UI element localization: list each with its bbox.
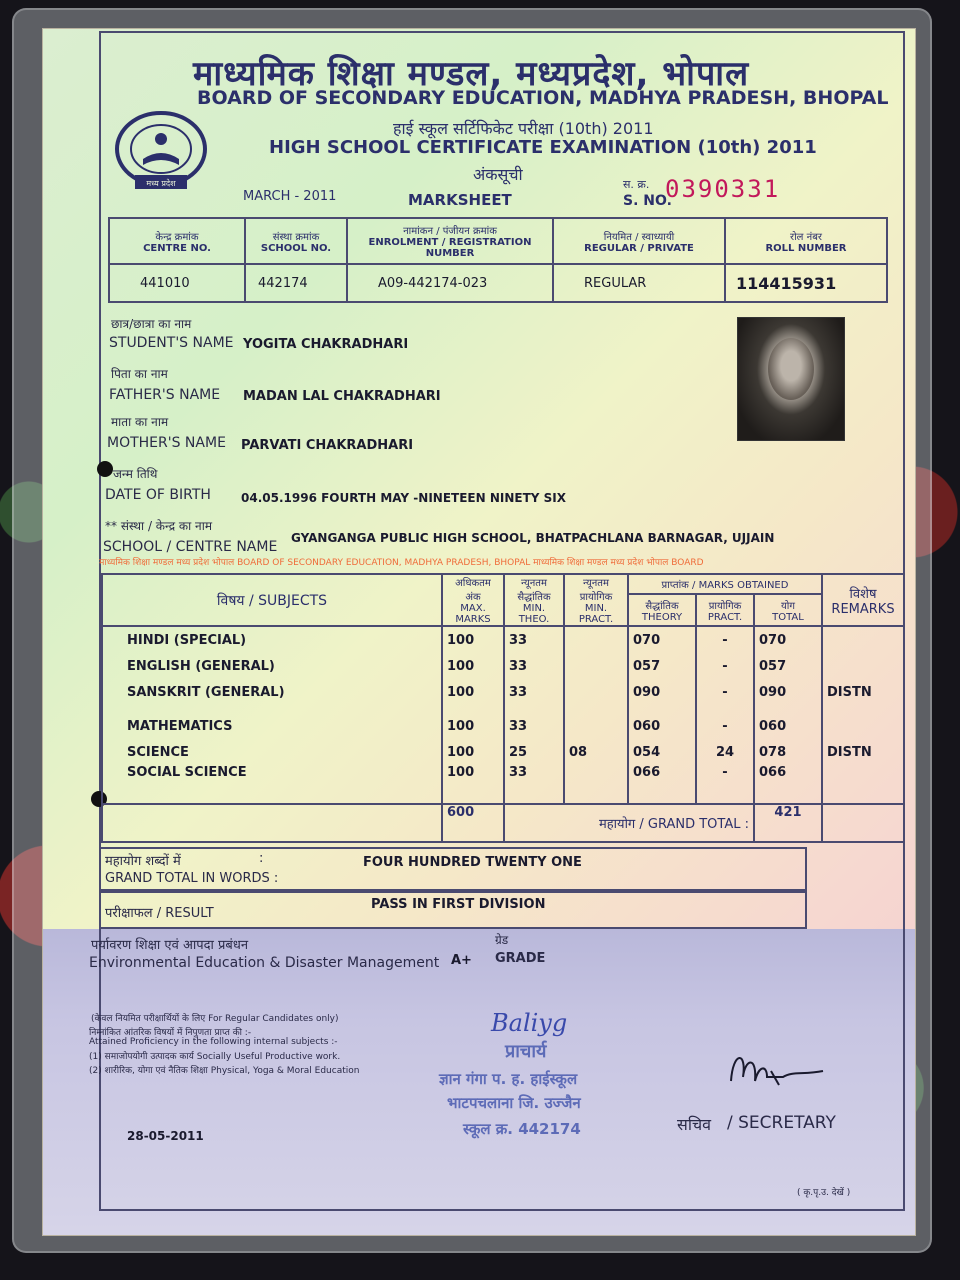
student-name: YOGITA CHAKRADHARI [243,337,409,352]
school-label-hindi: ** संस्था / केन्द्र का नाम [105,519,212,533]
min-practical [564,765,628,804]
min-theory-header: न्यूनतम सैद्धांतिक MIN. THEO. [504,574,564,626]
min-theory: 33 [504,679,564,705]
issue-date: 28-05-2011 [127,1129,204,1143]
subject-name: SANSKRIT (GENERAL) [102,679,442,705]
dob-label-hindi: जन्म तिथि [113,467,158,481]
principal-title: प्राचार्य [505,1041,547,1062]
min-theory: 33 [504,765,564,804]
student-name-label-hindi: छात्र/छात्रा का नाम [111,317,192,331]
min-theory: 33 [504,653,564,679]
mother-name-label-hindi: माता का नाम [111,415,169,429]
serial-label: S. NO. [623,193,672,209]
marksheet-hindi: अंकसूची [473,165,523,184]
grand-total-words: FOUR HUNDRED TWENTY ONE [363,855,582,870]
max-marks: 100 [442,739,504,765]
total-marks: 078 [754,739,822,765]
min-practical [564,653,628,679]
enrolment-value: A09-442174-023 [347,264,553,302]
table-row [102,653,904,679]
mother-name-label: MOTHER'S NAME [107,435,226,451]
practical-header: प्रायोगिक PRACT. [696,594,754,626]
theory-marks: 066 [628,765,696,804]
exam-title-english: HIGH SCHOOL CERTIFICATE EXAMINATION (10th) 2011 [269,137,817,158]
marksheet-label: MARKSHEET [408,191,512,209]
env-label-hindi: पर्यावरण शिक्षा एवं आपदा प्रबंधन [91,938,249,953]
theory-marks: 060 [628,705,696,739]
remarks-header: विशेष REMARKS [822,574,904,626]
dob-value: 04.05.1996 FOURTH MAY -NINETEEN NINETY SIX [241,491,566,505]
result-value: PASS IN FIRST DIVISION [371,897,546,912]
min-theory: 33 [504,626,564,653]
punch-hole-top [97,461,113,477]
total-marks: 070 [754,626,822,653]
env-grade-value: A+ [451,953,472,968]
principal-signature: Baliyg [491,1009,568,1037]
candidate-info-table [108,217,888,303]
marksheet-document [42,28,916,1236]
min-theory: 25 [504,739,564,765]
enrolment-header: नामांकन / पंजीयन क्रमांक ENROLMENT / REGISTRATION NUMBER [347,218,553,264]
board-seal-icon [113,109,209,193]
remark [822,705,904,739]
practical-marks: - [696,705,754,739]
total-marks: 060 [754,705,822,739]
exam-title-hindi: हाई स्कूल सर्टिफिकेट परीक्षा (10th) 2011 [393,119,654,138]
dob-label: DATE OF BIRTH [105,487,211,503]
subject-name: MATHEMATICS [102,705,442,739]
secretary-label: / SECRETARY [727,1113,836,1133]
min-theory: 33 [504,705,564,739]
table-row [102,765,904,804]
note-line-5: (2) शारीरिक, योगा एवं नैतिक शिक्षा Physical, Yoga & Moral Education [89,1066,360,1076]
school-stamp-line-1: ज्ञान गंगा प. ह. हाईस्कूल [439,1070,578,1088]
practical-marks: - [696,626,754,653]
note-line-3: Attained Proficiency in the following internal subjects :- [89,1037,338,1047]
school-label: SCHOOL / CENTRE NAME [103,539,278,555]
env-label: Environmental Education & Disaster Management [89,955,440,971]
result-label: परीक्षाफल / RESULT [105,906,214,921]
subject-name: ENGLISH (GENERAL) [102,653,442,679]
security-text-line: माध्यमिक शिक्षा मण्डल मध्य प्रदेश भोपाल BOARD OF SECONDARY EDUCATION, MADHYA PRADESH, BHOPAL माध्यमिक शिक्षा मण्डल मध्य प्रदेश भोपाल BOARD [99,558,704,568]
practical-marks: - [696,765,754,804]
note-line-2: निम्नांकित आंतरिक विषयों में निपुणता प्राप्त की :- [89,1028,252,1038]
board-name-english: BOARD OF SECONDARY EDUCATION, MADHYA PRADESH, BHOPAL [197,87,889,109]
school-stamp-line-3: स्कूल क्र. 442174 [463,1120,581,1138]
school-no-header: संस्था क्रमांक SCHOOL NO. [245,218,347,264]
total-remark-blank [822,804,904,842]
remark [822,653,904,679]
school-name: GYANGANGA PUBLIC HIGH SCHOOL, BHATPACHLANA BARNAGAR, UJJAIN [291,531,775,545]
centre-no-header: केन्द्र क्रमांक CENTRE NO. [109,218,245,264]
session: MARCH - 2011 [243,189,337,204]
board-name-hindi: माध्यमिक शिक्षा मण्डल, मध्यप्रदेश, भोपाल [193,54,750,94]
father-name-label-hindi: पिता का नाम [111,367,168,381]
min-practical [564,626,628,653]
max-marks: 100 [442,679,504,705]
max-marks: 100 [442,653,504,679]
grade-label-hindi: ग्रेड [495,933,509,947]
practical-marks: 24 [696,739,754,765]
total-header: योग TOTAL [754,594,822,626]
marks-obtained-header: प्राप्तांक / MARKS OBTAINED [628,574,822,594]
table-row [102,705,904,739]
words-label: GRAND TOTAL IN WORDS : [105,871,279,886]
subject-name: HINDI (SPECIAL) [102,626,442,653]
subjects-header: विषय / SUBJECTS [102,574,442,626]
secretary-label-hindi: सचिव [677,1115,712,1134]
theory-marks: 054 [628,739,696,765]
note-line-1: (केवल नियमित परीक्षार्थियों के लिए For Regular Candidates only) [91,1014,339,1024]
theory-header: सैद्धांतिक THEORY [628,594,696,626]
remark: DISTN [822,739,904,765]
seal-bottom-text: मध्य प्रदेश [146,179,176,188]
max-marks: 100 [442,705,504,739]
total-marks: 066 [754,765,822,804]
min-practical-header: न्यूनतम प्रायोगिक MIN. PRACT. [564,574,628,626]
practical-marks: - [696,653,754,679]
total-marks: 057 [754,653,822,679]
footer-note: ( कृ.पृ.उ. देखें ) [797,1188,851,1198]
min-practical [564,679,628,705]
max-marks: 100 [442,626,504,653]
subject-name: SOCIAL SCIENCE [102,765,442,804]
school-stamp-line-2: भाटपचलाना जि. उज्जैन [447,1094,581,1112]
max-marks: 100 [442,765,504,804]
table-row [102,626,904,653]
table-row [102,739,904,765]
words-label-hindi: महायोग शब्दों में [105,854,181,869]
result-box [99,891,807,929]
mother-name: PARVATI CHAKRADHARI [241,438,414,453]
words-colon: : [259,851,264,866]
grand-total: 421 [754,804,822,842]
father-name-label: FATHER'S NAME [109,387,221,403]
grade-label: GRADE [495,951,546,966]
secretary-signature-icon [723,1041,833,1099]
total-blank [102,804,442,842]
grand-total-words-box [99,847,807,891]
total-marks: 090 [754,679,822,705]
remark [822,765,904,804]
remark [822,626,904,653]
theory-marks: 090 [628,679,696,705]
note-line-4: (1) समाजोपयोगी उत्पादक कार्य Socially Useful Productive work. [89,1052,341,1062]
school-no-value: 442174 [245,264,347,302]
subject-name: SCIENCE [102,739,442,765]
centre-no-value: 441010 [109,264,245,302]
roll-number-value: 114415931 [725,264,887,302]
father-name: MADAN LAL CHAKRADHARI [243,389,441,404]
min-practical: 08 [564,739,628,765]
practical-marks: - [696,679,754,705]
roll-number-header: रोल नंबर ROLL NUMBER [725,218,887,264]
table-row [102,679,904,705]
max-total: 600 [442,804,504,842]
grand-total-label: महायोग / GRAND TOTAL : [504,804,754,842]
serial-number: 0390331 [665,175,781,203]
theory-marks: 070 [628,626,696,653]
regular-private-header: नियमित / स्वाध्यायी REGULAR / PRIVATE [553,218,725,264]
regular-value: REGULAR [553,264,725,302]
theory-marks: 057 [628,653,696,679]
serial-label-hindi: स. क्र. [623,178,650,191]
max-marks-header: अधिकतम अंक MAX. MARKS [442,574,504,626]
marks-table [101,573,905,843]
student-photo [737,317,845,441]
remark: DISTN [822,679,904,705]
min-practical [564,705,628,739]
student-name-label: STUDENT'S NAME [109,335,234,351]
